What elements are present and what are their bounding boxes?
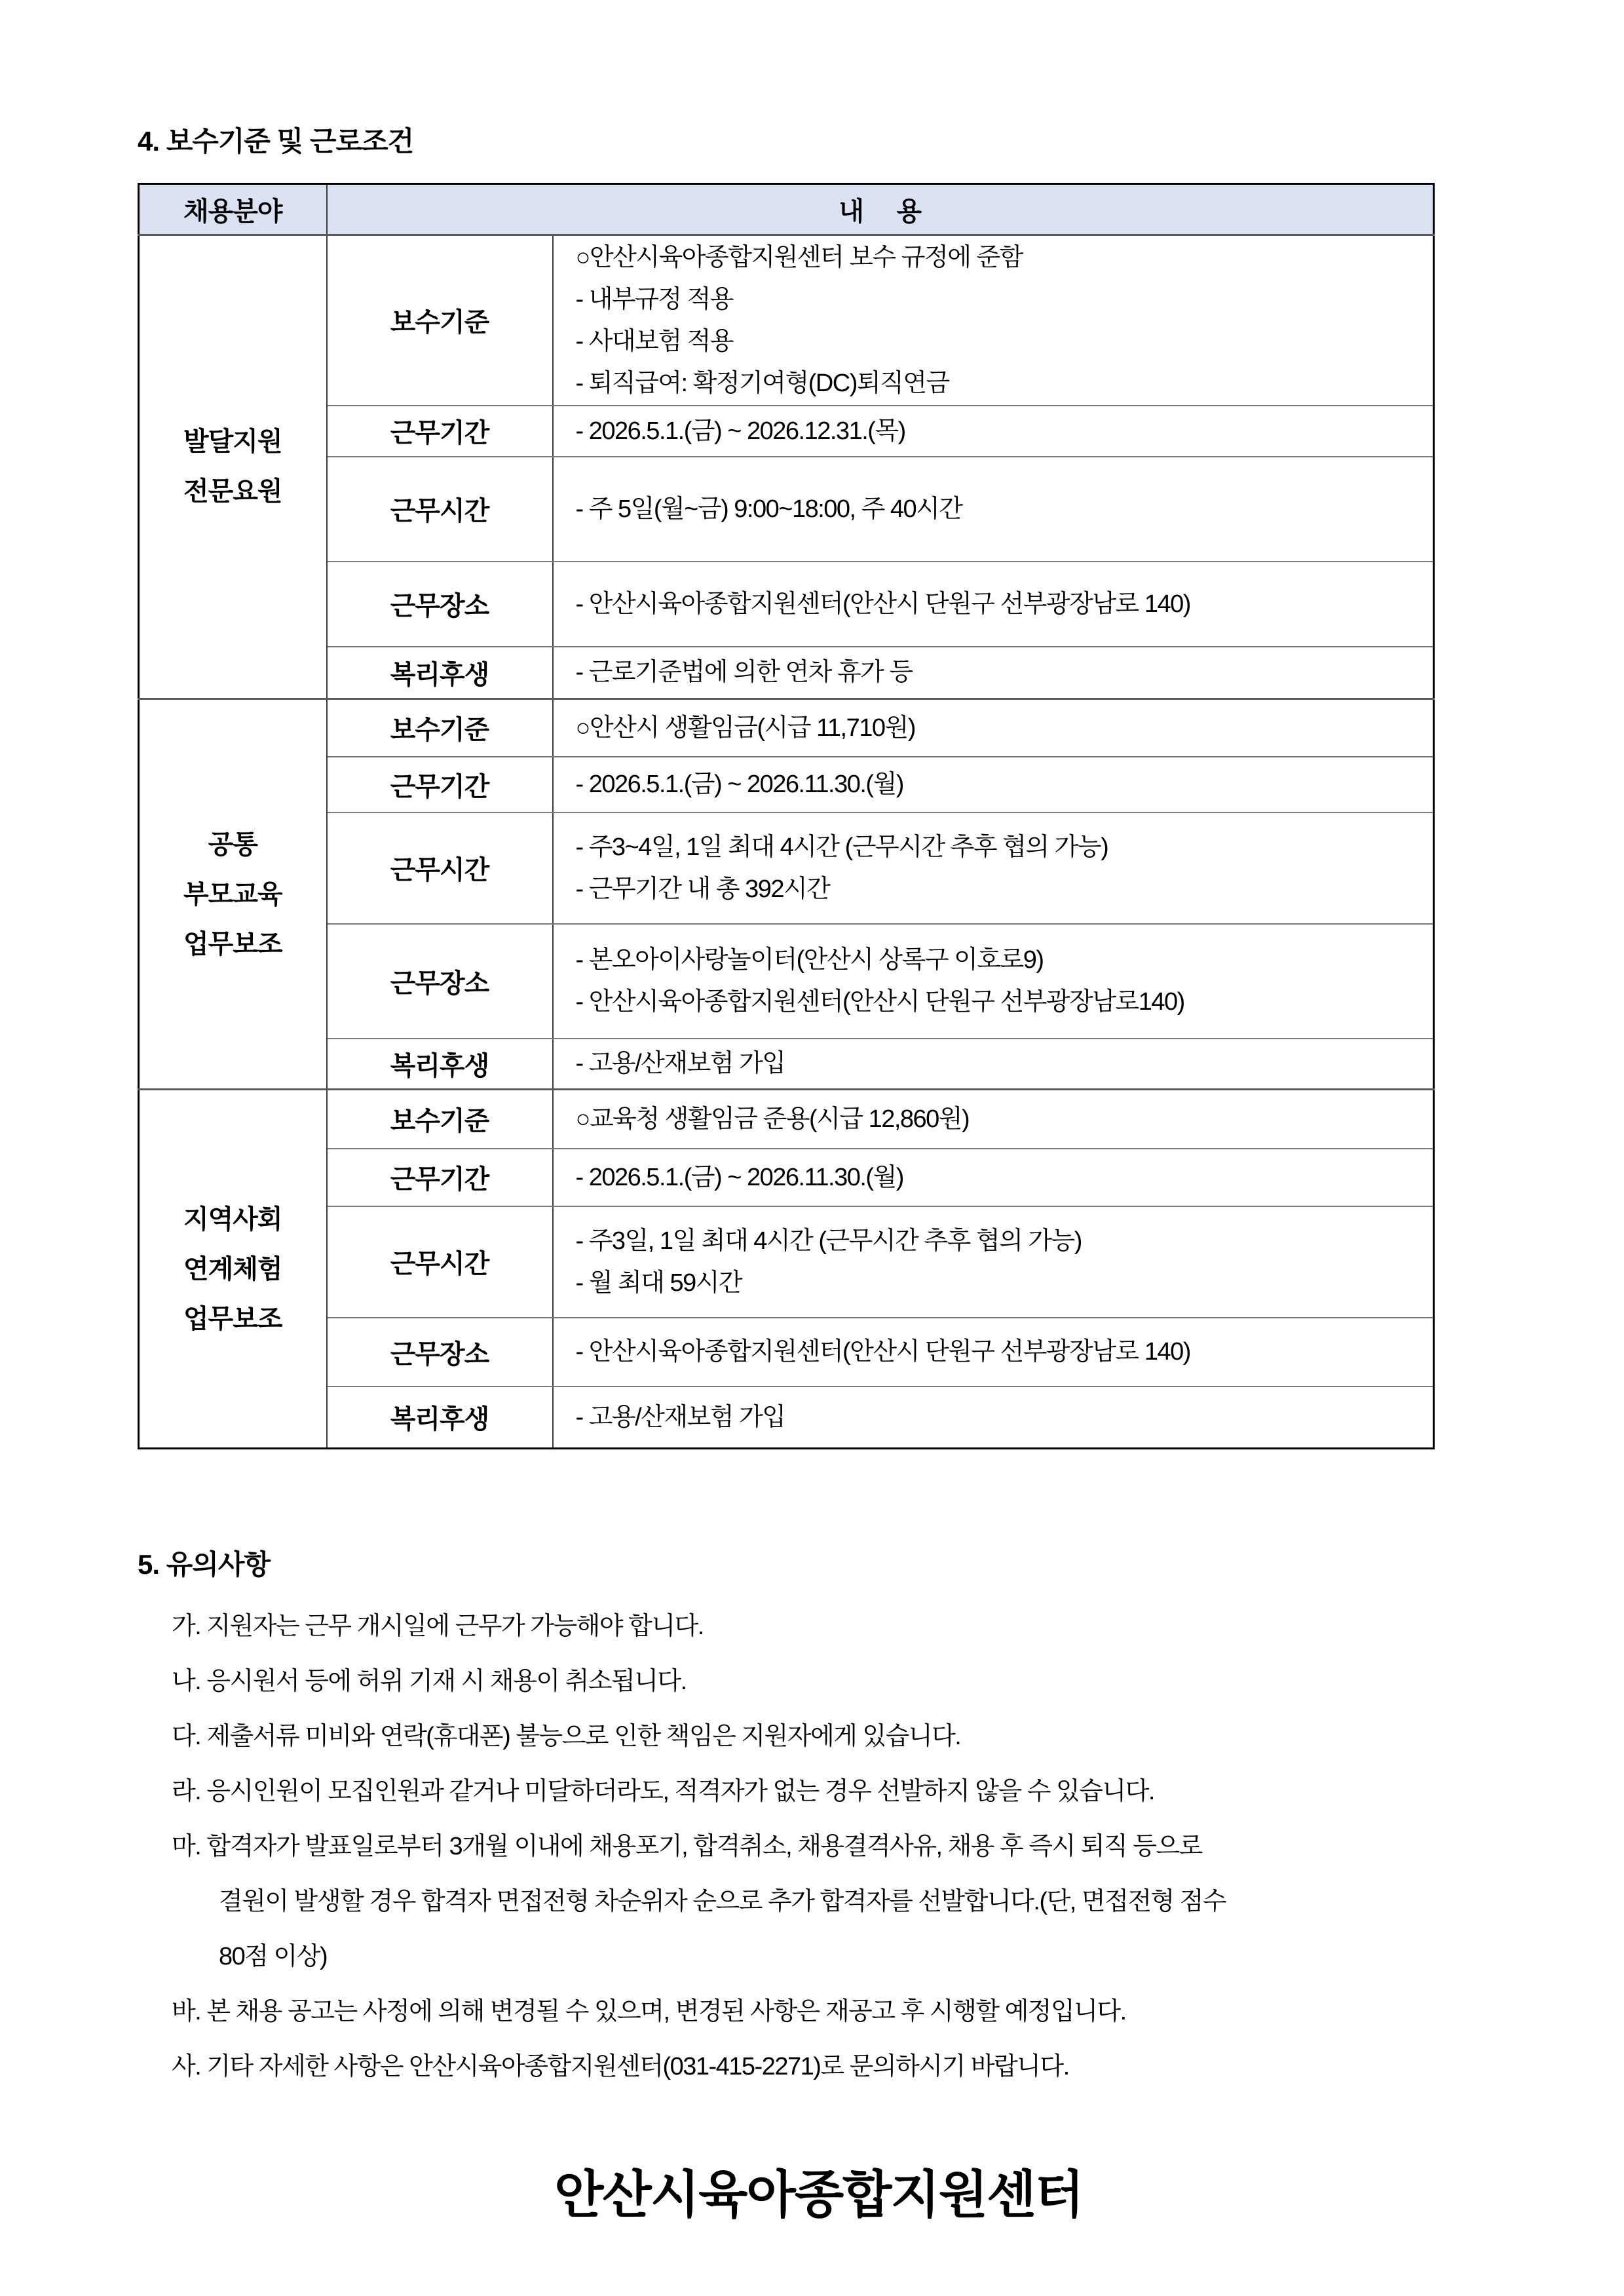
row-content (553, 924, 1434, 1039)
row-label: 보수기준 (327, 235, 553, 406)
table-row (139, 699, 1434, 757)
row-content (553, 647, 1434, 699)
group-name-line: 전문요원 (183, 477, 282, 507)
content-line: - 본오아이사랑놀이터(안산시 상록구 이호로9) (575, 946, 1044, 974)
row-content (553, 1387, 1434, 1449)
row-content (553, 1206, 1434, 1318)
content-line: - 안산시육아종합지원센터(안산시 단원구 선부광장남로 140) (575, 590, 1190, 618)
row-content (553, 813, 1434, 924)
section4-heading: 4. 보수기준 및 근로조건 (138, 126, 414, 157)
content-line: - 고용/산재보험 가입 (575, 1050, 785, 1078)
table-header-row (139, 183, 1434, 235)
footer-org-title: 안산시육아종합지원센터 (554, 2165, 1083, 2223)
content-line: - 사대보험 적용 (575, 327, 734, 355)
content-line: - 2026.5.1.(금) ~ 2026.11.30.(월) (575, 771, 903, 798)
group-name-line: 지역사회 (183, 1204, 282, 1234)
content-line: - 월 최대 59시간 (575, 1269, 742, 1297)
row-content (553, 235, 1434, 406)
content-line: ○안산시 생활임금(시급 11,710원) (575, 714, 915, 742)
row-label: 복리후생 (327, 1387, 553, 1449)
row-content (553, 1318, 1434, 1387)
note-line: 사. 기타 자세한 사항은 안산시육아종합지원센터(031-415-2271)로 문의하시기 바랍니다. (172, 2052, 1069, 2080)
table-row (139, 1039, 1434, 1090)
list-item (172, 1775, 1500, 1808)
group-name-line: 업무보조 (183, 1304, 282, 1333)
note-line: 라. 응시인원이 모집인원과 같거나 미달하더라도, 적격자가 없는 경우 선발하지 않을 수 있습니다. (172, 1777, 1154, 1805)
content-line: ○교육청 생활임금 준용(시급 12,860원) (575, 1105, 970, 1133)
group-name-line: 공통 (208, 830, 257, 859)
row-content (553, 562, 1434, 647)
row-label: 근무시간 (327, 1206, 553, 1318)
content-line: - 근무기간 내 총 392시간 (575, 875, 830, 903)
list-item (172, 1665, 1500, 1698)
list-item (172, 1610, 1500, 1643)
content-line: - 주 5일(월~금) 9:00~18:00, 주 40시간 (575, 495, 962, 523)
list-item (172, 1720, 1500, 1753)
list-item (172, 1830, 1500, 1973)
content-line: - 주3~4일, 1일 최대 4시간 (근무시간 추후 협의 가능) (575, 833, 1108, 861)
group-name-line: 연계체험 (183, 1254, 282, 1284)
table-row (139, 1387, 1434, 1449)
group-name-line: 부모교육 (183, 879, 282, 909)
row-label: 보수기준 (327, 1090, 553, 1149)
table-row (139, 813, 1434, 924)
row-label: 근무기간 (327, 406, 553, 457)
note-line: 바. 본 채용 공고는 사정에 의해 변경될 수 있으며, 변경된 사항은 재공고 후 시행할 예정입니다. (172, 1997, 1126, 2025)
row-content (553, 699, 1434, 757)
table-row (139, 235, 1434, 406)
table-row (139, 562, 1434, 647)
table-row (139, 924, 1434, 1039)
table-row (139, 1090, 1434, 1149)
note-line: 마. 합격자가 발표일로부터 3개월 이내에 채용포기, 합격취소, 채용결격사유, 채용 후 즉시 퇴직 등으로 (172, 1832, 1202, 1860)
table-row (139, 457, 1434, 562)
table-row (139, 647, 1434, 699)
group3-name-cell (139, 1090, 327, 1449)
content-line: ○안산시육아종합지원센터 보수 규정에 준함 (575, 243, 1023, 271)
list-item (172, 2050, 1500, 2083)
row-label: 보수기준 (327, 699, 553, 757)
group2-name-cell (139, 699, 327, 1090)
content-line: - 2026.5.1.(금) ~ 2026.11.30.(월) (575, 1163, 903, 1191)
row-label: 근무기간 (327, 757, 553, 813)
group-name-line: 발달지원 (183, 427, 282, 457)
row-label: 근무장소 (327, 1318, 553, 1387)
content-line: - 고용/산재보험 가입 (575, 1403, 785, 1431)
row-content (553, 757, 1434, 813)
table-row (139, 1149, 1434, 1206)
content-line: - 내부규정 적용 (575, 285, 734, 313)
row-label: 복리후생 (327, 647, 553, 699)
row-content (553, 1039, 1434, 1090)
row-label: 근무장소 (327, 562, 553, 647)
notes-list (138, 1610, 1500, 2083)
note-line: 다. 제출서류 미비와 연락(휴대폰) 불능으로 인한 책임은 지원자에게 있습니다. (172, 1722, 961, 1750)
row-label: 복리후생 (327, 1039, 553, 1090)
row-content (553, 1149, 1434, 1206)
row-content (553, 1090, 1434, 1149)
content-line: - 안산시육아종합지원센터(안산시 단원구 선부광장남로140) (575, 988, 1184, 1016)
table-row (139, 406, 1434, 457)
row-label: 근무시간 (327, 813, 553, 924)
note-line: 80점 이상) (219, 1942, 328, 1970)
row-content (553, 457, 1434, 562)
content-line: - 퇴직급여: 확정기여형(DC)퇴직연금 (575, 369, 949, 397)
content-line: - 근로기준법에 의한 연차 휴가 등 (575, 659, 913, 687)
row-label: 근무시간 (327, 457, 553, 562)
group1-name-cell (139, 235, 327, 699)
note-line: 나. 응시원서 등에 허위 기재 시 채용이 취소됩니다. (172, 1667, 687, 1695)
content-line: - 2026.5.1.(금) ~ 2026.12.31.(목) (575, 417, 905, 445)
header-cell-content: 내 용 (327, 183, 1434, 235)
list-item (172, 1995, 1500, 2028)
row-label: 근무기간 (327, 1149, 553, 1206)
table-row (139, 1318, 1434, 1387)
note-line: 가. 지원자는 근무 개시일에 근무가 가능해야 합니다. (172, 1612, 704, 1640)
content-line: - 주3일, 1일 최대 4시간 (근무시간 추후 협의 가능) (575, 1227, 1082, 1255)
compensation-table (138, 183, 1435, 1450)
row-content (553, 406, 1434, 457)
table-row (139, 1206, 1434, 1318)
header-cell-field: 채용분야 (139, 183, 327, 235)
content-line: - 안산시육아종합지원센터(안산시 단원구 선부광장남로 140) (575, 1338, 1190, 1366)
note-line: 결원이 발생할 경우 합격자 면접전형 차순위자 순으로 추가 합격자를 선발합니다.(단, 면접전형 점수 (219, 1887, 1226, 1915)
section5-heading: 5. 유의사항 (138, 1549, 270, 1580)
row-label: 근무장소 (327, 924, 553, 1039)
group-name-line: 업무보조 (183, 929, 282, 959)
table-row (139, 757, 1434, 813)
